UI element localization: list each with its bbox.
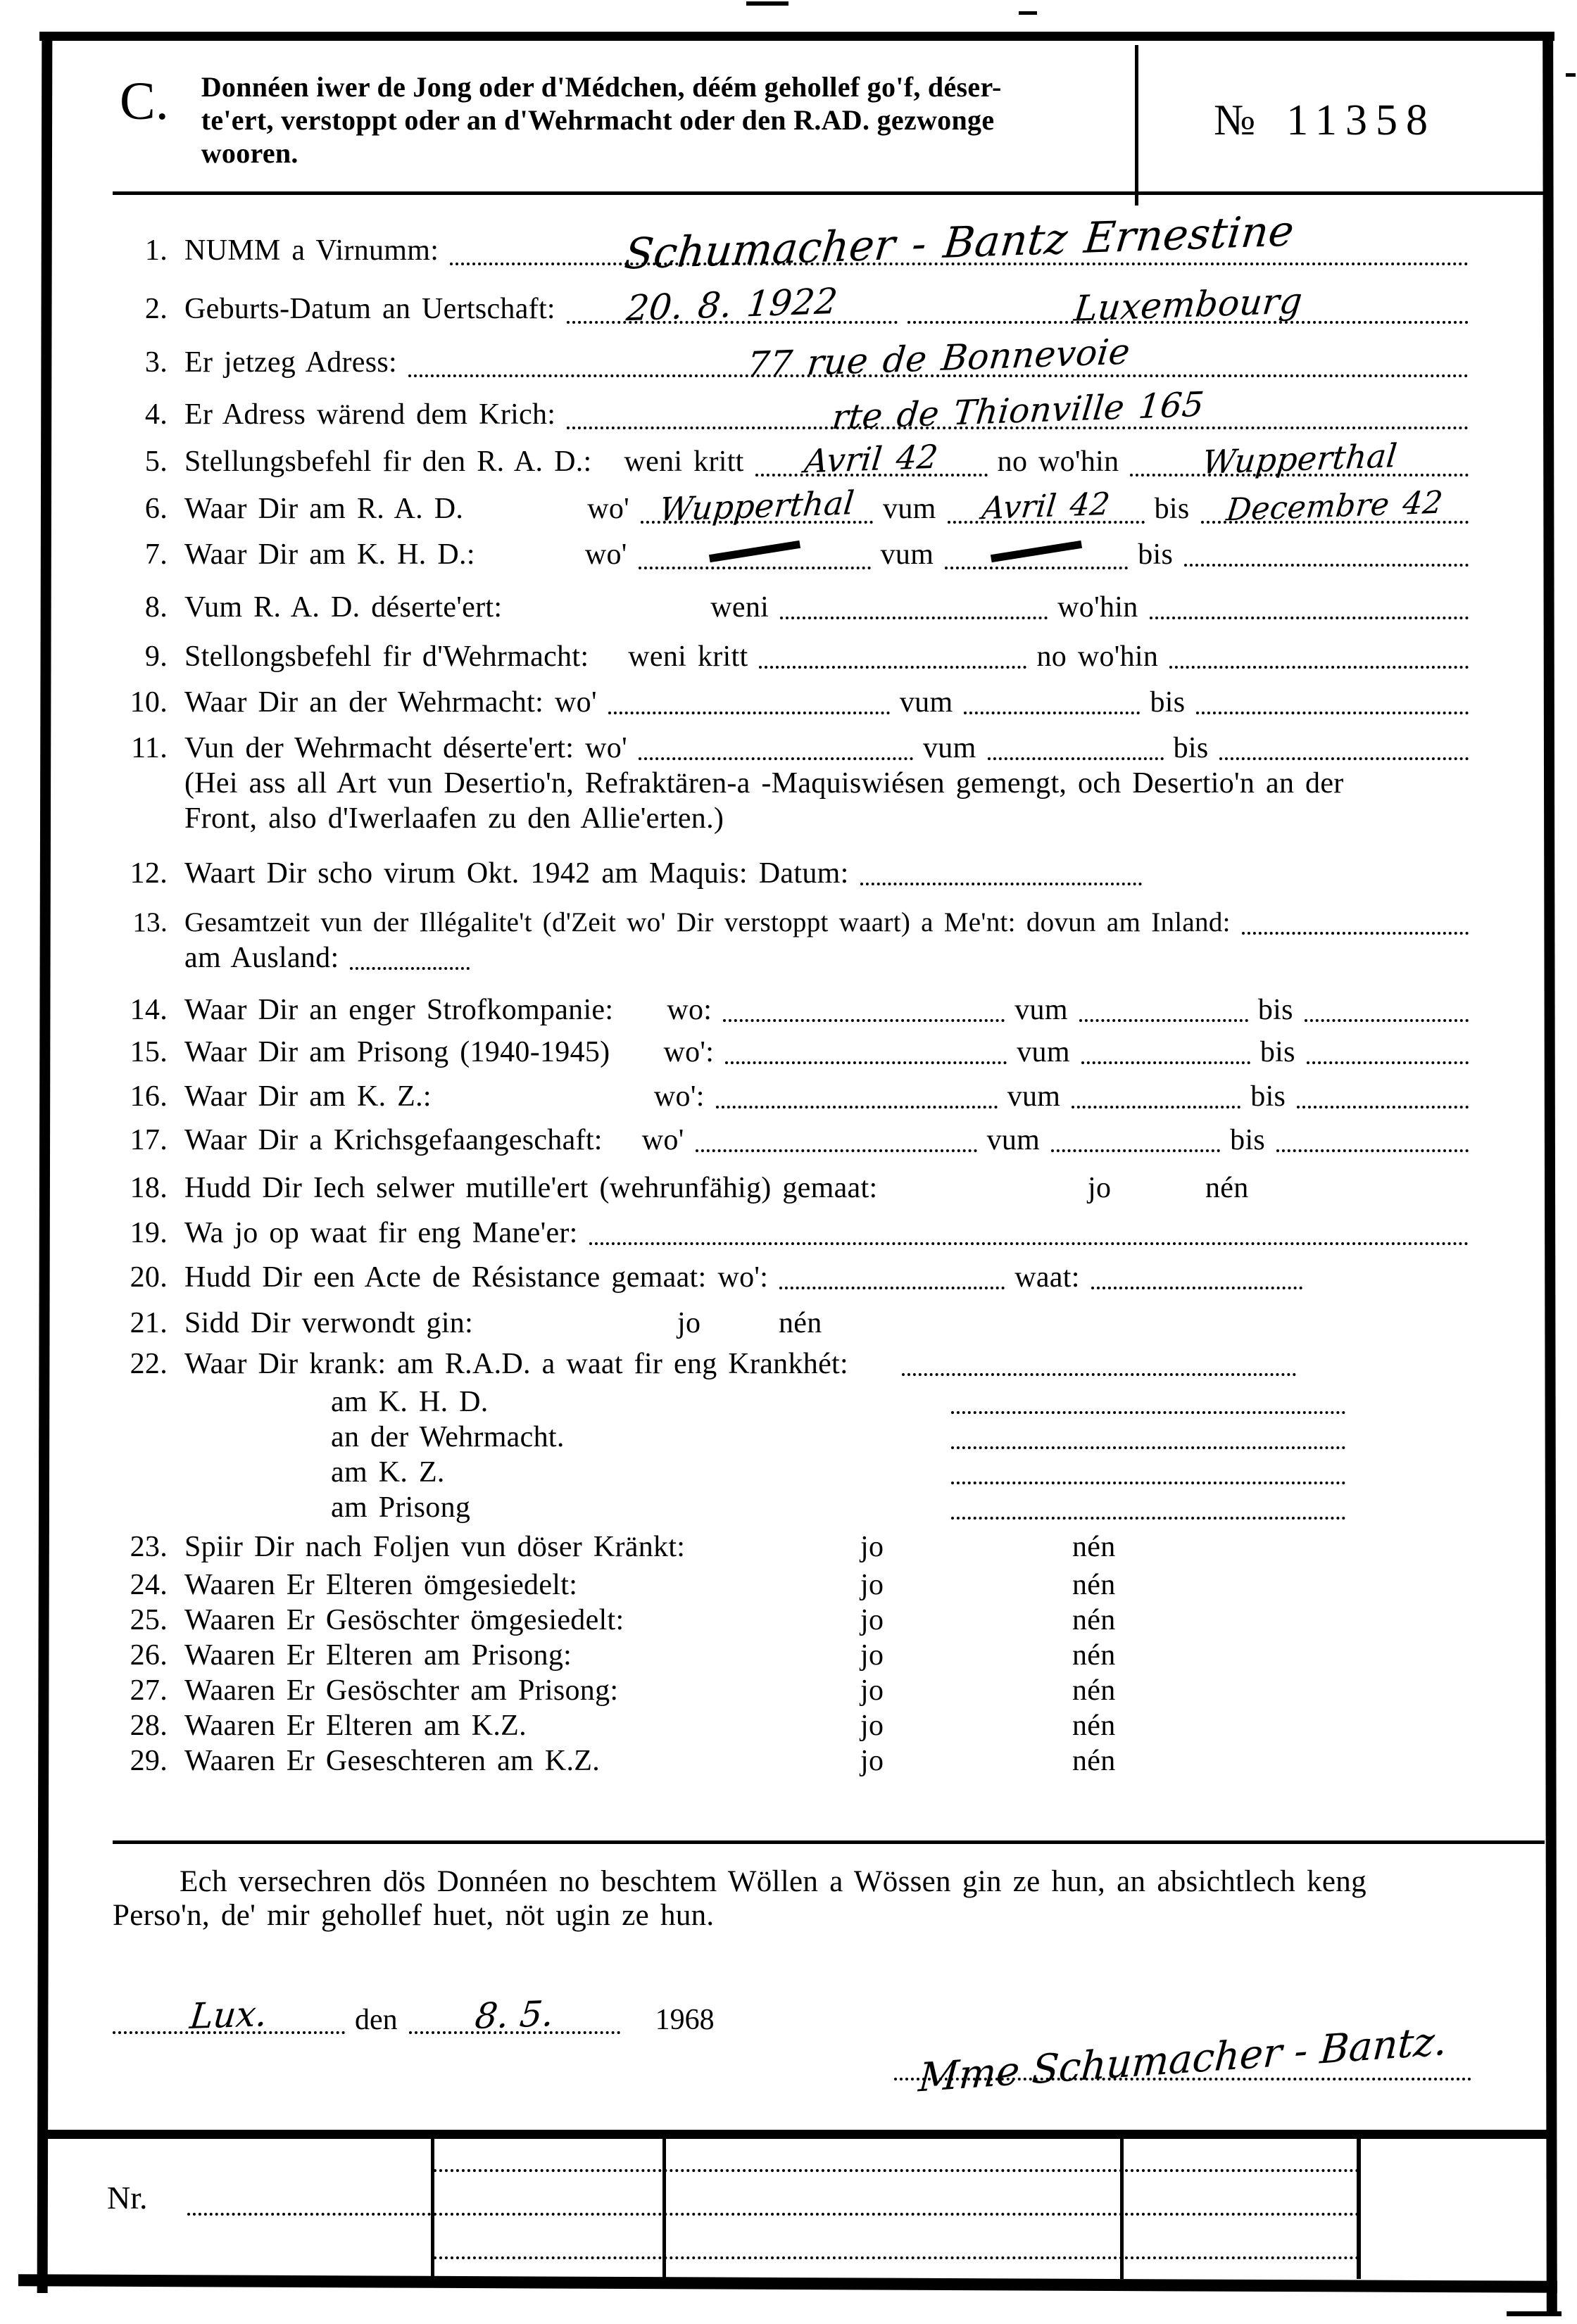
handwritten-place: Lux. xyxy=(188,1993,270,2038)
dotted-blank xyxy=(1297,1100,1469,1109)
row-label: Hudd Dir Iech selwer mutille'ert (wehrunfähig) gemaat: xyxy=(184,1172,878,1204)
row-number: 22. xyxy=(130,1348,168,1380)
jo-label: jo xyxy=(860,1745,884,1777)
row-number: 27. xyxy=(130,1674,168,1707)
row-number: 6. xyxy=(144,493,168,525)
jo-label: jo xyxy=(860,1639,884,1672)
form-row-q24 xyxy=(113,1567,1478,1603)
row-label: bis xyxy=(1138,538,1174,571)
form-content xyxy=(113,55,1478,2102)
dotted-blank xyxy=(1169,660,1469,669)
dotted-blank xyxy=(1196,706,1469,714)
handwritten-blank xyxy=(639,548,871,569)
row-label: wo': xyxy=(717,1261,769,1294)
dotted-blank xyxy=(1184,558,1469,567)
row-number: 24. xyxy=(130,1569,168,1601)
row-label: Waar Dir krank: am R.A.D. a waat fir eng Krankhét: xyxy=(184,1348,848,1380)
handwritten-blank xyxy=(907,280,1469,329)
nen-label: nén xyxy=(1072,1639,1116,1672)
header-line: te'ert, verstoppt oder an d'Wehrmacht oder den R.AD. gezwonge xyxy=(201,104,995,136)
dotted-blank xyxy=(1305,1013,1469,1022)
form-row-q10 xyxy=(113,685,1478,720)
page-border-right xyxy=(1543,32,1557,2316)
handwritten-entry: Avril 42 xyxy=(803,437,941,481)
handwritten-blank xyxy=(945,548,1128,569)
form-row-q22-c xyxy=(113,1420,1478,1455)
form-row-q12 xyxy=(113,856,1478,891)
row-number: 9. xyxy=(144,640,168,673)
row-label: Hudd Dir een Acte de Résistance gemaat: xyxy=(184,1261,707,1294)
row-number: 20. xyxy=(130,1261,168,1294)
page-border-bottom-stub xyxy=(1507,2311,1562,2316)
row-label: vum xyxy=(1017,1036,1070,1068)
nen-label: nén xyxy=(1072,1604,1116,1636)
row-number: 28. xyxy=(130,1710,168,1742)
header-line: wooren. xyxy=(201,137,299,169)
dotted-blank xyxy=(951,1511,1345,1520)
row-number: 21. xyxy=(130,1307,168,1339)
row-label: Waar Dir am Prisong (1940-1945) xyxy=(184,1036,610,1068)
page-border-left xyxy=(37,32,53,2293)
handwritten-entry: Decembre 42 xyxy=(1224,484,1445,529)
dotted-blank xyxy=(723,1013,1005,1022)
form-row-q18 xyxy=(113,1170,1478,1206)
form-row-q6 xyxy=(113,484,1478,529)
jo-label: jo xyxy=(860,1569,884,1601)
row-number: 25. xyxy=(130,1604,168,1636)
dotted-blank xyxy=(780,611,1048,619)
row-label: weni kritt xyxy=(624,446,744,478)
table-dotted-row-bottom xyxy=(434,2255,1359,2259)
row-label: Stellongsbefehl fir d'Wehrmacht: xyxy=(184,640,589,673)
header-rule xyxy=(113,191,1545,195)
row-number: 3. xyxy=(144,346,168,379)
form-row-q22-b xyxy=(113,1384,1478,1420)
row-label: weni kritt xyxy=(628,640,748,673)
row-label: Waaren Er Gesöschter am Prisong: xyxy=(184,1674,619,1707)
row-number: 7. xyxy=(144,538,168,571)
row-label: Spiir Dir nach Foljen vun döser Kränkt: xyxy=(184,1531,686,1563)
scan-artifact xyxy=(1019,11,1037,15)
nr-label: Nr. xyxy=(107,2180,148,2216)
form-row-q16 xyxy=(113,1079,1478,1114)
dotted-blank xyxy=(1276,1144,1469,1152)
handwritten-blank xyxy=(948,486,1145,527)
form-number-value: 11358 xyxy=(1286,96,1436,144)
row-label: wo': xyxy=(663,1036,715,1068)
dotted-blank xyxy=(1081,1056,1250,1064)
jo-label: jo xyxy=(860,1674,884,1707)
dotted-blank xyxy=(589,1237,1469,1245)
row-label: am K. Z. xyxy=(331,1456,445,1489)
dotted-blank xyxy=(779,1281,1005,1289)
row-label: Er jetzeg Adress: xyxy=(184,346,398,379)
form-row-q14 xyxy=(113,992,1478,1028)
dotted-blank xyxy=(1072,1100,1240,1109)
row-number: 15. xyxy=(130,1036,168,1068)
row-label: bis xyxy=(1154,493,1190,525)
row-label: Sidd Dir verwondt gin: xyxy=(184,1307,474,1339)
form-row-q11 xyxy=(113,731,1478,766)
jo-label: jo xyxy=(677,1307,701,1339)
row-label: wo' xyxy=(584,538,627,571)
dotted-blank xyxy=(1150,611,1469,619)
row-label: wo' xyxy=(641,1124,684,1156)
row-number: 29. xyxy=(130,1745,168,1777)
dotted-blank xyxy=(1079,1013,1248,1022)
nen-label: nén xyxy=(1072,1710,1116,1742)
row-label: Front, also d'Iwerlaafen zu den Allie'erten.) xyxy=(184,802,724,835)
page-border-top xyxy=(39,32,1554,41)
jo-label: jo xyxy=(860,1710,884,1742)
declaration-line: Ech versechren dös Donnéen no beschtem Wöllen a Wössen gin ze hun, an absichtlech keng xyxy=(180,1865,1366,1898)
form-row-q17 xyxy=(113,1123,1478,1158)
row-number: 16. xyxy=(130,1080,168,1113)
nen-label: nén xyxy=(1072,1531,1116,1563)
row-number: 11. xyxy=(131,732,168,764)
form-row-q4 xyxy=(113,384,1478,438)
form-row-q22-e xyxy=(113,1490,1478,1525)
question-rows xyxy=(113,206,1478,1779)
row-label: wo' xyxy=(587,493,630,525)
handwritten-entry: rte de Thionville 165 xyxy=(829,384,1206,438)
row-label: wo': xyxy=(653,1080,705,1113)
table-dotted-row-middle xyxy=(434,2211,1359,2216)
jo-label: jo xyxy=(1088,1172,1112,1204)
form-row-q8 xyxy=(113,590,1478,625)
handwritten-blank xyxy=(567,384,1469,438)
row-label: no wo'hin xyxy=(997,446,1119,478)
form-row-q2 xyxy=(113,280,1478,329)
dotted-blank xyxy=(1091,1281,1302,1289)
form-row-q1 xyxy=(113,206,1478,279)
row-label: vum xyxy=(1014,994,1068,1026)
row-label: vum xyxy=(1007,1080,1061,1113)
year-label: 1968 xyxy=(655,2004,715,2036)
table-bottom-rule xyxy=(18,2274,1557,2293)
row-label: Geburts-Datum an Uertschaft: xyxy=(184,293,555,325)
row-label: vum xyxy=(880,538,934,571)
dotted-blank xyxy=(759,660,1026,669)
row-label: Waaren Er Elteren am Prisong: xyxy=(184,1639,572,1672)
dotted-blank xyxy=(350,961,470,970)
form-row-q23 xyxy=(113,1529,1478,1565)
section-letter: C. xyxy=(120,72,169,131)
declaration-paragraph xyxy=(113,1865,1478,1933)
row-label: Vun der Wehrmacht déserte'ert: xyxy=(184,732,574,764)
row-label: weni xyxy=(710,591,769,624)
row-label: Waar Dir am K. Z.: xyxy=(184,1080,432,1113)
row-label: Waaren Er Gesöschter ömgesiedelt: xyxy=(184,1604,624,1636)
row-label: NUMM a Virnumm: xyxy=(184,234,439,267)
row-label: Waar Dir a Krichsgefaangeschaft: xyxy=(184,1124,603,1156)
form-row-q22-d xyxy=(113,1455,1478,1490)
row-number: 13. xyxy=(132,907,168,937)
header-divider-line xyxy=(1135,45,1138,206)
row-label: bis xyxy=(1173,732,1209,764)
row-label: waat: xyxy=(1014,1261,1080,1294)
form-row-q26 xyxy=(113,1638,1478,1673)
nen-label: nén xyxy=(1072,1569,1116,1601)
row-label: an der Wehrmacht. xyxy=(331,1421,565,1453)
handwritten-entry: 20. 8. 1922 xyxy=(624,280,840,329)
dotted-blank xyxy=(902,1368,1296,1376)
row-label: Waar Dir am R. A. D. xyxy=(184,493,464,525)
signature-line xyxy=(894,2018,1471,2102)
jo-label: jo xyxy=(860,1531,884,1563)
row-label: am K. H. D. xyxy=(331,1386,489,1418)
place-blank xyxy=(113,1993,345,2038)
row-number: 8. xyxy=(144,591,168,624)
form-row-q13 xyxy=(113,905,1478,940)
handwritten-blank xyxy=(450,206,1469,279)
row-label: Datum: xyxy=(758,857,849,890)
row-number: 14. xyxy=(130,994,168,1026)
row-number: 18. xyxy=(130,1172,168,1204)
dotted-blank xyxy=(1219,752,1469,760)
handwritten-dash xyxy=(709,541,800,562)
handwritten-blank xyxy=(755,437,988,481)
dotted-blank xyxy=(639,752,913,760)
row-number: 4. xyxy=(144,398,168,431)
form-row-q29 xyxy=(113,1743,1478,1779)
dotted-blank xyxy=(725,1056,1007,1064)
jo-label: jo xyxy=(860,1604,884,1636)
numero-sign: № xyxy=(1214,96,1256,144)
dotted-blank xyxy=(608,706,890,714)
dotted-blank xyxy=(964,706,1140,714)
header-line: Donnéen iwer de Jong oder d'Médchen, déém gehollef go'f, déser- xyxy=(201,71,1002,103)
handwritten-blank xyxy=(567,280,898,329)
form-row-q7 xyxy=(113,537,1478,572)
date-row xyxy=(113,1993,817,2038)
row-number: 17. xyxy=(130,1124,168,1156)
row-label: bis xyxy=(1230,1124,1266,1156)
row-label: wo: xyxy=(667,994,712,1026)
form-row-q11-note-b xyxy=(113,801,1478,836)
table-dotted-row-top xyxy=(434,2168,1359,2172)
form-row-q20 xyxy=(113,1260,1478,1295)
row-label: bis xyxy=(1257,994,1293,1026)
handwritten-blank xyxy=(408,331,1469,386)
row-label: Waaren Er Elteren ömgesiedelt: xyxy=(184,1569,578,1601)
row-number: 1. xyxy=(144,234,168,267)
row-label: Wa jo op waat fir eng Mane'er: xyxy=(184,1217,578,1249)
form-row-q21 xyxy=(113,1306,1478,1341)
date-blank xyxy=(409,1993,620,2038)
dotted-blank xyxy=(716,1100,998,1109)
handwritten-dash xyxy=(991,541,1082,562)
form-row-q11-note-a xyxy=(113,766,1478,801)
form-number xyxy=(1214,55,1478,173)
footer-rule xyxy=(113,1840,1545,1844)
form-row-q5 xyxy=(113,436,1478,481)
row-label: Gesamtzeit vun der Illégalite't (d'Zeit wo' Dir verstoppt waart) a Me'nt: dovun am Inland: xyxy=(184,907,1231,937)
row-label: no wo'hin xyxy=(1036,640,1159,673)
row-label: Er Adress wärend dem Krich: xyxy=(184,398,556,431)
row-label: wo'hin xyxy=(1057,591,1138,624)
row-number: 19. xyxy=(130,1217,168,1249)
form-header xyxy=(113,55,1478,173)
declaration-line: Perso'n, de' mir gehollef huet, nöt ugin ze hun. xyxy=(113,1899,715,1932)
form-row-q27 xyxy=(113,1673,1478,1708)
signature-block xyxy=(894,2018,1471,2102)
scan-artifact xyxy=(1566,73,1576,77)
row-label: Waar Dir an der Wehrmacht: xyxy=(184,686,544,719)
row-label: Waaren Er Geseschteren am K.Z. xyxy=(184,1745,601,1777)
dotted-blank xyxy=(1242,926,1469,935)
row-label: am Ausland: xyxy=(184,942,339,974)
row-number: 12. xyxy=(130,857,168,890)
form-row-q3 xyxy=(113,331,1478,386)
form-row-q19 xyxy=(113,1215,1478,1251)
dotted-blank xyxy=(951,1441,1345,1449)
row-number: 26. xyxy=(130,1639,168,1672)
handwritten-entry: Luxembourg xyxy=(1072,280,1305,329)
row-label: Stellungsbefehl fir den R. A. D.: xyxy=(184,446,592,478)
row-label: Waar Dir am K. H. D.: xyxy=(184,538,475,571)
row-number: 5. xyxy=(144,446,168,478)
handwritten-blank xyxy=(1201,484,1469,529)
row-label: vum xyxy=(883,493,936,525)
dotted-blank xyxy=(696,1144,977,1152)
dotted-blank xyxy=(1051,1144,1220,1152)
handwritten-blank xyxy=(641,484,873,529)
nen-label: nén xyxy=(779,1307,822,1339)
row-number: 2. xyxy=(144,293,168,325)
row-label: vum xyxy=(922,732,976,764)
nen-label: nén xyxy=(1072,1745,1116,1777)
row-label: bis xyxy=(1150,686,1186,719)
dotted-blank xyxy=(860,877,1142,885)
nr-dotted-blank xyxy=(187,2211,431,2216)
row-number: 10. xyxy=(130,686,168,719)
den-label: den xyxy=(355,2004,398,2036)
handwritten-entry: 77 rue de Bonnevoie xyxy=(745,331,1132,386)
dotted-blank xyxy=(951,1406,1345,1414)
row-label: bis xyxy=(1259,1036,1295,1068)
handwritten-blank xyxy=(1130,436,1469,481)
handwritten-entry: Wupperthal xyxy=(658,484,856,529)
handwritten-signature: Mme Schumacher - Bantz. xyxy=(917,2018,1449,2102)
dotted-blank xyxy=(988,752,1164,760)
row-label: Waar Dir an enger Strofkompanie: xyxy=(184,994,614,1026)
row-label: vum xyxy=(986,1124,1041,1156)
row-label: (Hei ass all Art vun Desertio'n, Refraktären-a -Maquiswiésen gemengt, och Desertio'n an der xyxy=(184,767,1344,800)
row-label: Waaren Er Elteren am K.Z. xyxy=(184,1710,527,1742)
form-row-q9 xyxy=(113,639,1478,674)
row-label: wo' xyxy=(585,732,627,764)
form-row-q28 xyxy=(113,1708,1478,1743)
row-label: vum xyxy=(899,686,953,719)
table-top-rule xyxy=(39,2130,1552,2139)
row-label: Vum R. A. D. déserte'ert: xyxy=(184,591,503,624)
row-label: am Prisong xyxy=(331,1491,471,1524)
handwritten-date: 8. 5. xyxy=(472,1993,556,2038)
form-row-q22 xyxy=(113,1346,1478,1382)
form-row-q25 xyxy=(113,1603,1478,1638)
nen-label: nén xyxy=(1205,1172,1249,1204)
dotted-blank xyxy=(1307,1056,1469,1064)
header-text xyxy=(201,70,1102,173)
row-number: 23. xyxy=(130,1531,168,1563)
handwritten-entry: Schumacher - Bantz Ernestine xyxy=(622,206,1297,279)
scan-artifact xyxy=(746,1,788,6)
row-label: wo' xyxy=(555,686,597,719)
row-label: bis xyxy=(1250,1080,1286,1113)
handwritten-entry: Wupperthal xyxy=(1200,436,1399,481)
handwritten-entry: Avril 42 xyxy=(980,486,1112,527)
form-row-q13-b xyxy=(113,940,1478,975)
nen-label: nén xyxy=(1072,1674,1116,1707)
row-label: Waart Dir scho virum Okt. 1942 am Maquis: xyxy=(184,857,748,890)
form-row-q15 xyxy=(113,1035,1478,1070)
dotted-blank xyxy=(951,1476,1345,1484)
